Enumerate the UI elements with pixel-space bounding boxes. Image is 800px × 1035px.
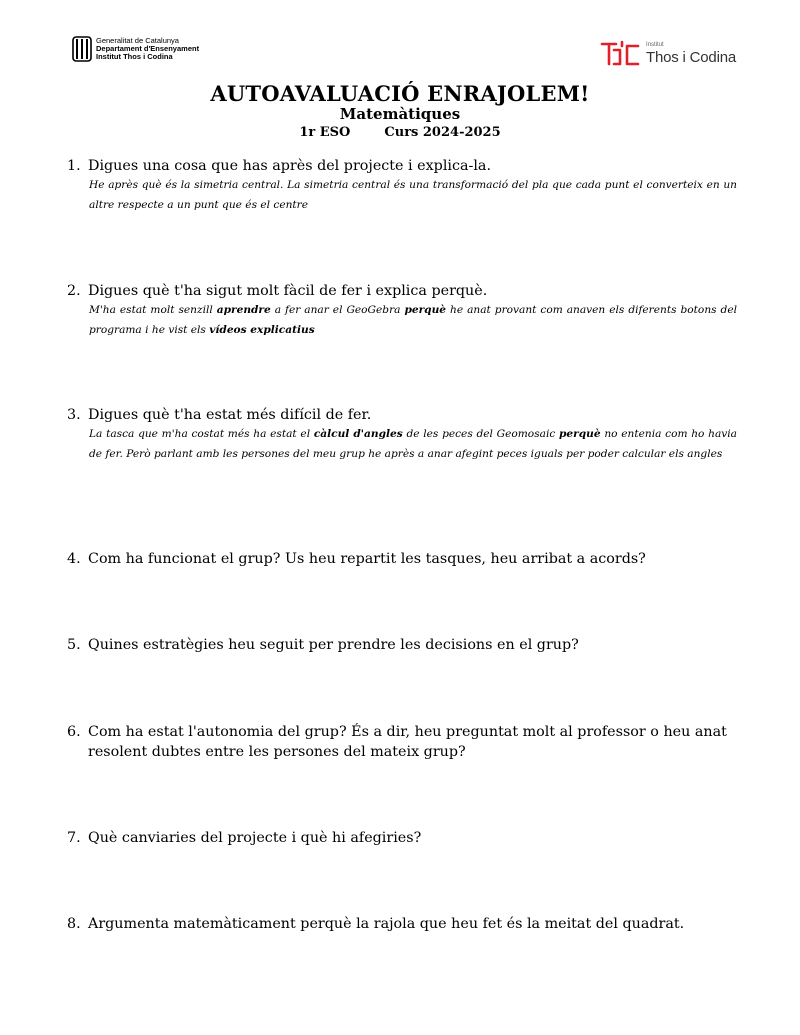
question-number: 2. <box>67 283 81 299</box>
course-label: 1r ESO <box>299 125 351 140</box>
generalitat-logo <box>72 36 199 62</box>
school-year-label: Curs 2024-2025 <box>384 125 501 140</box>
question-number: 4. <box>67 551 81 567</box>
question-4 <box>67 549 737 569</box>
answer-emphasis: vídeos explicatius <box>209 324 315 336</box>
generalitat-line-3: Institut Thos i Codina <box>96 52 173 61</box>
question-2 <box>67 281 737 340</box>
question-text: Digues què t'ha sigut molt fàcil de fer i explica perquè. <box>88 283 488 299</box>
answer-emphasis: càlcul d'angles <box>313 428 403 440</box>
answer-emphasis: aprendre <box>216 304 271 316</box>
question-number: 6. <box>67 724 81 740</box>
course-line <box>0 125 800 140</box>
answer-text <box>89 175 737 215</box>
question-text: Quines estratègies heu seguit per prendre les decisions en el grup? <box>88 637 579 653</box>
question-number: 3. <box>67 407 81 423</box>
institut-small-label: Institut <box>646 42 664 48</box>
answer-segment: La tasca que m'ha costat més ha estat el <box>89 428 314 440</box>
question-number: 7. <box>67 830 81 846</box>
question-text: Digues què t'ha estat més difícil de fer. <box>88 407 372 423</box>
question-text: Com ha estat l'autonomia del grup? És a dir, heu preguntat molt al professor o heu anat resolent dubtes entre les persones del mateix grup? <box>88 724 727 760</box>
answer-segment: a fer anar el GeoGebra <box>270 304 405 316</box>
question-text: Digues una cosa que has après del projecte i explica-la. <box>88 158 491 174</box>
answer-segment: de les peces del Geomosaic <box>402 428 559 440</box>
question-text: Com ha funcionat el grup? Us heu repartit les tasques, heu arribat a acords? <box>88 551 646 567</box>
question-7 <box>67 828 737 848</box>
generalitat-emblem-icon <box>72 36 92 62</box>
question-6 <box>67 722 737 762</box>
institut-name: Thos i Codina <box>646 49 736 66</box>
document-title: AUTOAVALUACIÓ ENRAJOLEM! <box>210 81 590 106</box>
question-number: 1. <box>67 158 81 174</box>
question-3 <box>67 405 737 464</box>
answer-text <box>89 424 737 464</box>
question-1 <box>67 156 737 215</box>
thos-i-codina-mark-icon <box>600 40 640 68</box>
question-8 <box>67 914 737 934</box>
answer-emphasis: perquè <box>559 428 601 440</box>
question-text: Argumenta matemàticament perquè la rajola que heu fet és la meitat del quadrat. <box>88 916 685 932</box>
answer-segment: he anat provant com anaven els diferents botons del programa i he vist els <box>89 304 737 336</box>
generalitat-line-1: Generalitat de Catalunya <box>96 36 179 45</box>
question-number: 8. <box>67 916 81 932</box>
question-text: Què canviaries del projecte i què hi afegiries? <box>88 830 422 846</box>
answer-segment: He après què és la simetria central. La simetria central és una transformació del pla que cada punt el converteix en un altre respecte a un punt que és el centre <box>89 179 737 211</box>
question-5 <box>67 635 737 655</box>
answer-segment: no entenia com ho havia de fer. Però parlant amb les persones del meu grup he après a anar afegint peces iguals per poder calcular els angles <box>89 428 737 460</box>
answer-text <box>89 300 737 340</box>
question-number: 5. <box>67 637 81 653</box>
subject-heading: Matemàtiques <box>339 105 461 123</box>
generalitat-line-2: Departament d'Ensenyament <box>96 44 200 53</box>
institut-logo <box>600 40 736 68</box>
answer-segment: M'ha estat molt senzill <box>89 304 217 316</box>
answer-emphasis: perquè <box>404 304 447 316</box>
